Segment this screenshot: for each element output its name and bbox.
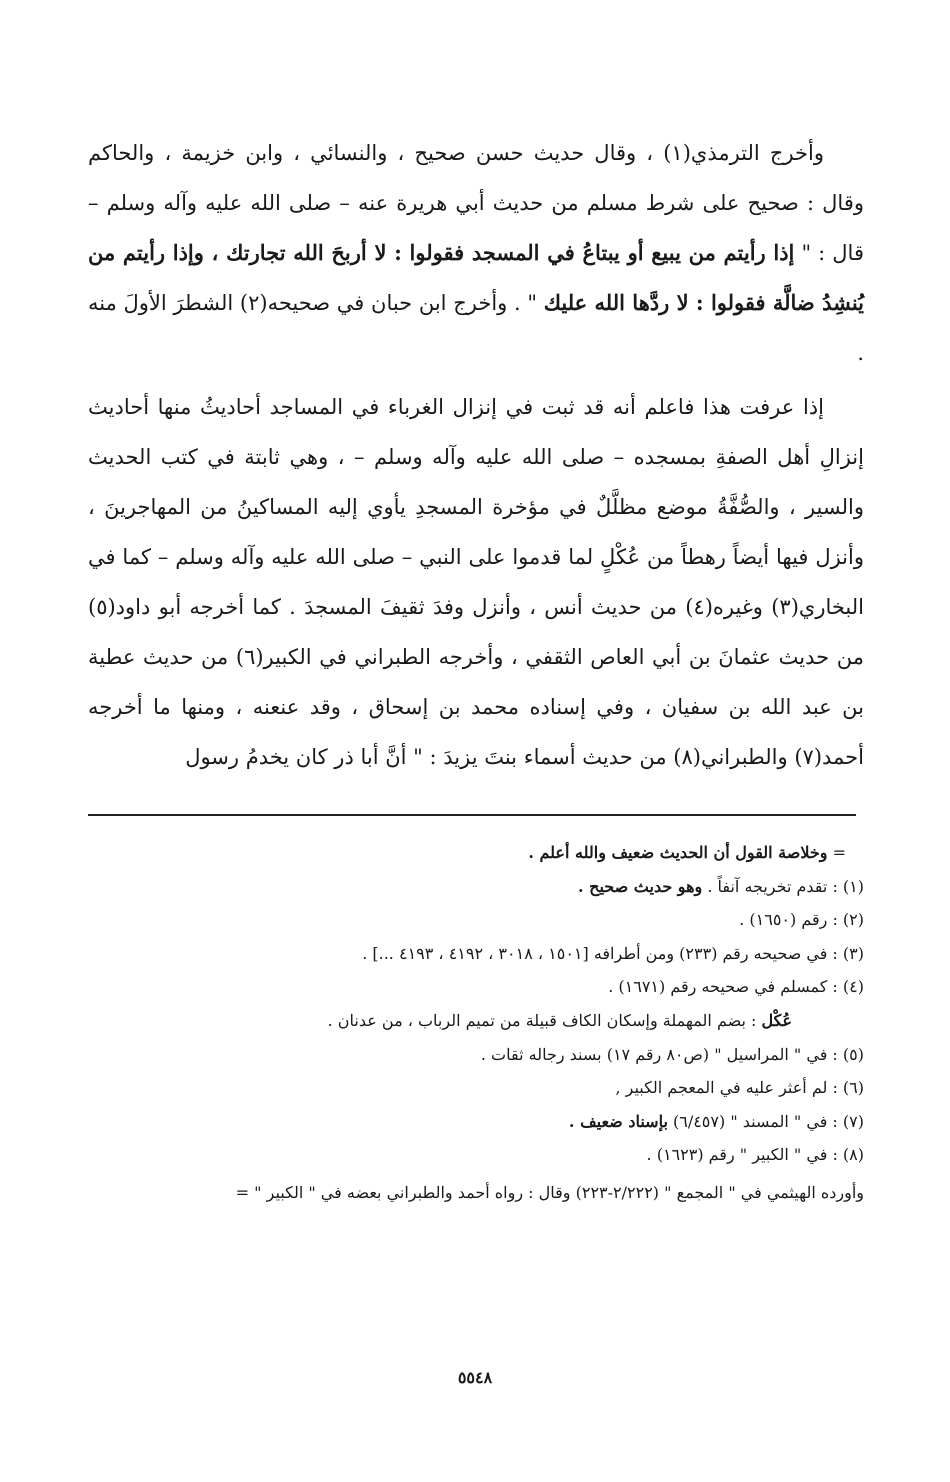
paragraph-1 [88,128,864,378]
footnote-7-text: (٧) : في " المسند " (٦/٤٥٧) [667,1111,864,1131]
gloss-term: عُكْل [761,1010,792,1030]
paragraph-1-part-1: وأخرج الترمذي(١) ، وقال حديث حسن صحيح ، والنسائي ، وابن خزيمة ، والحاكم وقال : صحيح على شرط مسلم من حديث أبي هريرة عنه – صلى الله عليه وآله وسلم – قال : " [88,141,864,265]
footnote-7 [88,1105,864,1139]
footnote-tail: وأورده الهيثمي في " المجمع " (٢/٢٢٢-٢٢٣) وقال : رواه أحمد والطبراني بعضه في " الكبير " = [235,1182,864,1202]
gloss-text: : بضم المهملة وإسكان الكاف قبيلة من تميم الرباب ، من عدنان . [327,1010,762,1030]
footnote-4: (٤) : كمسلم في صحيحه رقم (١٦٧١) . [608,977,864,997]
footnote-8: (٨) : في " الكبير " رقم (١٦٢٣) . [646,1145,864,1165]
footnote-1-text: (١) : تقدم تخريجه آنفاً . [702,876,864,896]
footnotes [88,836,864,1210]
footnote-2: (٢) : رقم (١٦٥٠) . [739,910,864,930]
footnote-gloss [88,1004,864,1038]
footnote-5: (٥) : في " المراسيل " (ص٨٠ رقم ١٧) بسند رجاله ثقات . [480,1044,864,1064]
continuation-text: وخلاصة القول أن الحديث ضعيف والله أعلم . [528,843,828,862]
footnote-3: (٣) : في صحيحه رقم (٢٣٣) ومن أطرافه [١٥٠١ ، ٣٠١٨ ، ٤١٩٢ ، ٤١٩٣ ...] . [362,943,864,963]
footnote-divider [88,814,856,816]
paragraph-2: إذا عرفت هذا فاعلم أنه قد ثبت في إنزال الغرباء في المساجد أحاديثُ منها أحاديث إنزالِ أهل الصفةِ بمسجده – صلى الله عليه وآله وسلم – ، وهي ثابتة في كتب الحديث والسير ، والصُّفَّةُ موضع مظلَّلٌ في مؤخرة المسجدِ يأوي إليه المساكينُ من المهاجرينَ ، وأنزل فيها أيضاً رهطاً من عُكْلٍ لما قدموا على النبي – صلى الله عليه وآله وسلم – كما في البخاري(٣) وغيره(٤) من حديث أنس ، وأنزل وفدَ ثقيفَ المسجدَ . كما أخرجه أبو داود(٥) من حديث عثمانَ بن أبي العاص الثقفي ، وأخرجه الطبراني في الكبير(٦) من حديث عطية بن عبد الله بن سفيان ، وفي إسناده محمد بن إسحاق ، وقد عنعنه ، ومنها ما أخرجه أحمد(٧) والطبراني(٨) من حديث أسماء بنتَ يزيدَ : " أنَّ أبا ذر كان يخدمُ رسول [88,395,864,769]
footnote-1 [88,870,864,904]
footnote-continuation [88,836,864,870]
main-text [88,128,864,782]
footnote-7-grade: بإسناد ضعيف . [568,1111,668,1131]
continuation-marker: = [827,843,846,862]
paragraph-1-part-3: " . وأخرج ابن حبان في صحيحه(٢) الشطرَ الأولَ منه . [88,291,864,365]
footnote-1-grade: وهو حديث صحيح . [578,876,703,896]
page-number: ٥٥٤٨ [457,1368,493,1387]
hadith-quote: إذا رأيتم من يبيع أو يبتاعُ في المسجد فقولوا : لا أربحَ الله تجارتك ، وإذا رأيتم من يُنشِدُ ضالَّة فقولوا : لا ردَّها الله عليك [88,240,865,315]
footnote-6: (٦) : لم أعثر عليه في المعجم الكبير , [615,1078,864,1098]
